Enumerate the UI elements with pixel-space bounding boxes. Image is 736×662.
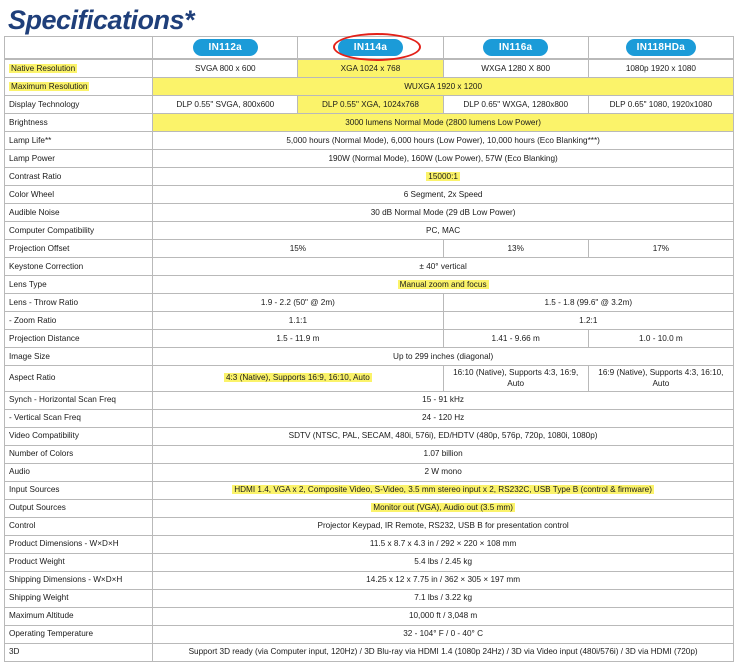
cell-text: Manual zoom and focus <box>399 279 487 289</box>
table-cell <box>588 60 733 78</box>
table-cell <box>153 186 734 204</box>
row-label <box>5 481 153 499</box>
table-cell <box>443 330 588 348</box>
row-label-text: Projection Distance <box>9 333 80 343</box>
table-cell <box>153 60 298 78</box>
row-label <box>5 150 153 168</box>
table-row <box>5 186 734 204</box>
table-row <box>5 222 734 240</box>
table-row <box>5 276 734 294</box>
table-row <box>5 463 734 481</box>
cell-text: 16:9 (Native), Supports 4:3, 16:10, Auto <box>598 368 724 388</box>
cell-text: Up to 299 inches (diagonal) <box>393 351 494 361</box>
cell-text: DLP 0.55" XGA, 1024x768 <box>321 99 419 109</box>
table-cell <box>153 150 734 168</box>
cell-text: 2 W mono <box>424 467 462 477</box>
cell-text: DLP 0.55" SVGA, 800x600 <box>176 99 275 109</box>
table-cell <box>443 366 588 392</box>
row-label <box>5 78 153 96</box>
cell-text: 1.0 - 10.0 m <box>639 333 683 343</box>
row-label <box>5 132 153 150</box>
cell-text: 1080p 1920 x 1080 <box>625 63 696 73</box>
row-label-text: Lens Type <box>9 279 47 289</box>
row-label <box>5 60 153 78</box>
table-cell <box>153 240 443 258</box>
row-label <box>5 312 153 330</box>
table-row <box>5 132 734 150</box>
specifications-table <box>4 36 734 59</box>
cell-text: WUXGA 1920 x 1200 <box>404 81 483 91</box>
row-label <box>5 445 153 463</box>
cell-text: 1.1:1 <box>288 315 307 325</box>
cell-text: 1.5 - 11.9 m <box>276 333 320 343</box>
row-label <box>5 553 153 571</box>
row-label-text: Color Wheel <box>9 189 55 199</box>
table-cell <box>443 294 733 312</box>
row-label-text: - Zoom Ratio <box>9 315 57 325</box>
table-cell <box>153 643 734 661</box>
table-cell <box>153 168 734 186</box>
row-label <box>5 294 153 312</box>
specifications-body <box>4 59 734 662</box>
table-cell <box>443 96 588 114</box>
row-label <box>5 409 153 427</box>
row-label <box>5 330 153 348</box>
table-cell <box>153 607 734 625</box>
row-label <box>5 535 153 553</box>
row-label-text: Computer Compatibility <box>9 225 95 235</box>
table-row <box>5 607 734 625</box>
row-label-text: Lamp Power <box>9 153 55 163</box>
table-cell <box>153 294 443 312</box>
table-row <box>5 391 734 409</box>
row-label-text: Synch - Horizontal Scan Freq <box>9 395 116 405</box>
table-cell <box>153 78 734 96</box>
table-row <box>5 312 734 330</box>
cell-text: Projector Keypad, IR Remote, RS232, USB B for presentation control <box>317 521 569 531</box>
table-cell <box>153 312 443 330</box>
table-row <box>5 78 734 96</box>
row-label <box>5 643 153 661</box>
cell-text: 10,000 ft / 3,048 m <box>408 611 478 621</box>
cell-text: 15% <box>289 243 307 253</box>
row-label <box>5 517 153 535</box>
row-label <box>5 114 153 132</box>
model-header-row <box>5 37 734 59</box>
table-cell <box>153 445 734 463</box>
table-cell <box>443 312 733 330</box>
row-label-text: Operating Temperature <box>9 629 94 639</box>
table-row <box>5 499 734 517</box>
table-row <box>5 258 734 276</box>
cell-text: 32 - 104° F / 0 - 40° C <box>403 629 484 639</box>
cell-text: WXGA 1280 X 800 <box>481 63 551 73</box>
cell-text: XGA 1024 x 768 <box>340 63 401 73</box>
row-label-text: Display Technology <box>9 99 80 109</box>
row-label-text: Audible Noise <box>9 207 60 217</box>
table-cell <box>153 204 734 222</box>
table-row <box>5 114 734 132</box>
cell-text: ± 40° vertical <box>419 261 467 271</box>
table-cell <box>153 96 298 114</box>
row-label-text: Projection Offset <box>9 243 70 253</box>
cell-text: 1.9 - 2.2 (50" @ 2m) <box>260 297 335 307</box>
table-cell <box>588 240 733 258</box>
table-cell <box>153 481 734 499</box>
table-cell <box>153 409 734 427</box>
table-cell <box>153 222 734 240</box>
cell-text: 15 - 91 kHz <box>422 395 465 405</box>
table-cell <box>153 348 734 366</box>
table-cell <box>153 427 734 445</box>
row-label-text: Output Sources <box>9 503 66 513</box>
cell-text: Monitor out (VGA), Audio out (3.5 mm) <box>373 503 513 513</box>
table-row <box>5 366 734 392</box>
page-title: Specifications* <box>8 5 195 35</box>
row-label <box>5 186 153 204</box>
row-label-text: Audio <box>9 467 30 477</box>
row-label-text: Lens - Throw Ratio <box>9 297 79 307</box>
row-label <box>5 499 153 517</box>
cell-text: 1.5 - 1.8 (99.6" @ 3.2m) <box>544 297 633 307</box>
cell-text: DLP 0.65" WXGA, 1280x800 <box>463 99 569 109</box>
model-header-in118hda <box>588 37 733 59</box>
table-cell <box>153 366 443 392</box>
row-label <box>5 204 153 222</box>
cell-text: PC, MAC <box>426 225 461 235</box>
table-row <box>5 517 734 535</box>
row-label-text: 3D <box>9 647 20 657</box>
table-cell <box>153 589 734 607</box>
cell-text: 5.4 lbs / 2.45 kg <box>414 557 472 567</box>
cell-text: 6 Segment, 2x Speed <box>403 189 483 199</box>
row-label <box>5 571 153 589</box>
cell-text: Support 3D ready (via Computer input, 120Hz) / 3D Blu-ray via HDMI 1.4 (1080p 24Hz) / 3D via Video input (480i/576i) / 3D via HDMI (720p) <box>188 647 698 657</box>
cell-text: 5,000 hours (Normal Mode), 6,000 hours (Low Power), 10,000 hours (Eco Blanking***) <box>286 135 600 145</box>
row-label-text: Aspect Ratio <box>9 373 56 383</box>
table-row <box>5 643 734 661</box>
cell-text: 1.41 - 9.66 m <box>491 333 540 343</box>
cell-text: 16:10 (Native), Supports 4:3, 16:9, Auto <box>453 368 579 388</box>
row-label-text: Image Size <box>9 351 50 361</box>
row-label-text: Keystone Correction <box>9 261 84 271</box>
table-cell <box>588 366 733 392</box>
table-cell <box>443 240 588 258</box>
table-cell <box>588 96 733 114</box>
table-cell <box>153 391 734 409</box>
row-label-text: Contrast Ratio <box>9 171 62 181</box>
table-cell <box>153 517 734 535</box>
table-row <box>5 481 734 499</box>
row-label-text: Lamp Life** <box>9 135 52 145</box>
cell-text: 14.25 x 12 x 7.75 in / 362 × 305 × 197 mm <box>366 575 521 585</box>
table-row <box>5 294 734 312</box>
row-label <box>5 258 153 276</box>
row-label <box>5 168 153 186</box>
cell-text: DLP 0.65" 1080, 1920x1080 <box>609 99 713 109</box>
row-label-text: Video Compatibility <box>9 431 79 441</box>
row-label-text: Shipping Dimensions - W×D×H <box>9 575 123 585</box>
row-label <box>5 366 153 392</box>
row-label <box>5 391 153 409</box>
cell-text: 1.07 billion <box>423 449 463 459</box>
table-row <box>5 535 734 553</box>
model-header-in112a <box>153 37 298 59</box>
model-pill-label: IN116a <box>483 39 549 56</box>
table-cell <box>153 625 734 643</box>
row-label <box>5 607 153 625</box>
model-header-in114a <box>298 37 443 59</box>
table-cell <box>153 571 734 589</box>
table-cell <box>153 276 734 294</box>
table-cell <box>298 60 443 78</box>
row-label <box>5 96 153 114</box>
row-label <box>5 348 153 366</box>
row-label <box>5 240 153 258</box>
model-pill-label: IN114a <box>338 39 404 56</box>
table-cell <box>588 330 733 348</box>
table-cell <box>153 463 734 481</box>
row-label <box>5 427 153 445</box>
cell-text: SVGA 800 x 600 <box>195 63 256 73</box>
table-cell <box>153 132 734 150</box>
table-cell <box>298 96 443 114</box>
table-cell <box>153 330 443 348</box>
table-cell <box>153 499 734 517</box>
table-row <box>5 445 734 463</box>
cell-text: 7.1 lbs / 3.22 kg <box>414 593 472 603</box>
row-label-text: Input Sources <box>9 485 60 495</box>
table-row <box>5 409 734 427</box>
row-label-text: Product Dimensions - W×D×H <box>9 539 119 549</box>
row-label <box>5 589 153 607</box>
cell-text: 3000 lumens Normal Mode (2800 lumens Low Power) <box>345 117 541 127</box>
row-label-text: Maximum Resolution <box>11 81 88 91</box>
row-label <box>5 463 153 481</box>
table-row <box>5 571 734 589</box>
table-row <box>5 553 734 571</box>
cell-text: 4:3 (Native), Supports 16:9, 16:10, Auto <box>225 373 370 383</box>
row-label-text: Shipping Weight <box>9 593 69 603</box>
table-row <box>5 427 734 445</box>
cell-text: SDTV (NTSC, PAL, SECAM, 480i, 576i), ED/HDTV (480p, 576p, 720p, 1080i, 1080p) <box>288 431 598 441</box>
row-label <box>5 625 153 643</box>
header-spacer <box>5 37 153 59</box>
model-pill-label: IN118HDa <box>626 39 697 56</box>
table-cell <box>153 553 734 571</box>
cell-text: 190W (Normal Mode), 160W (Low Power), 57W (Eco Blanking) <box>328 153 558 163</box>
cell-text: 15000:1 <box>428 171 458 181</box>
table-cell <box>153 258 734 276</box>
row-label-text: Number of Colors <box>9 449 74 459</box>
row-label-text: Control <box>9 521 36 531</box>
table-row <box>5 589 734 607</box>
table-row <box>5 60 734 78</box>
row-label-text: Product Weight <box>9 557 65 567</box>
table-row <box>5 204 734 222</box>
row-label <box>5 222 153 240</box>
table-cell <box>443 60 588 78</box>
cell-text: HDMI 1.4, VGA x 2, Composite Video, S-Video, 3.5 mm stereo input x 2, RS232C, USB Type B (control & firmware) <box>234 485 652 495</box>
cell-text: 1.2:1 <box>579 315 598 325</box>
table-cell <box>153 114 734 132</box>
table-row <box>5 150 734 168</box>
row-label-text: - Vertical Scan Freq <box>9 413 81 423</box>
row-label-text: Native Resolution <box>11 63 76 73</box>
cell-text: 30 dB Normal Mode (29 dB Low Power) <box>370 207 516 217</box>
table-row <box>5 168 734 186</box>
cell-text: 24 - 120 Hz <box>421 413 465 423</box>
model-pill-label: IN112a <box>193 39 259 56</box>
table-row <box>5 348 734 366</box>
cell-text: 11.5 x 8.7 x 4.3 in / 292 × 220 × 108 mm <box>369 539 517 549</box>
row-label-text: Maximum Altitude <box>9 611 74 621</box>
model-header-in116a <box>443 37 588 59</box>
table-row <box>5 96 734 114</box>
table-cell <box>153 535 734 553</box>
row-label-text: Brightness <box>9 117 48 127</box>
table-row <box>5 240 734 258</box>
cell-text: 17% <box>652 243 670 253</box>
table-row <box>5 330 734 348</box>
cell-text: 13% <box>507 243 524 253</box>
table-row <box>5 625 734 643</box>
row-label <box>5 276 153 294</box>
